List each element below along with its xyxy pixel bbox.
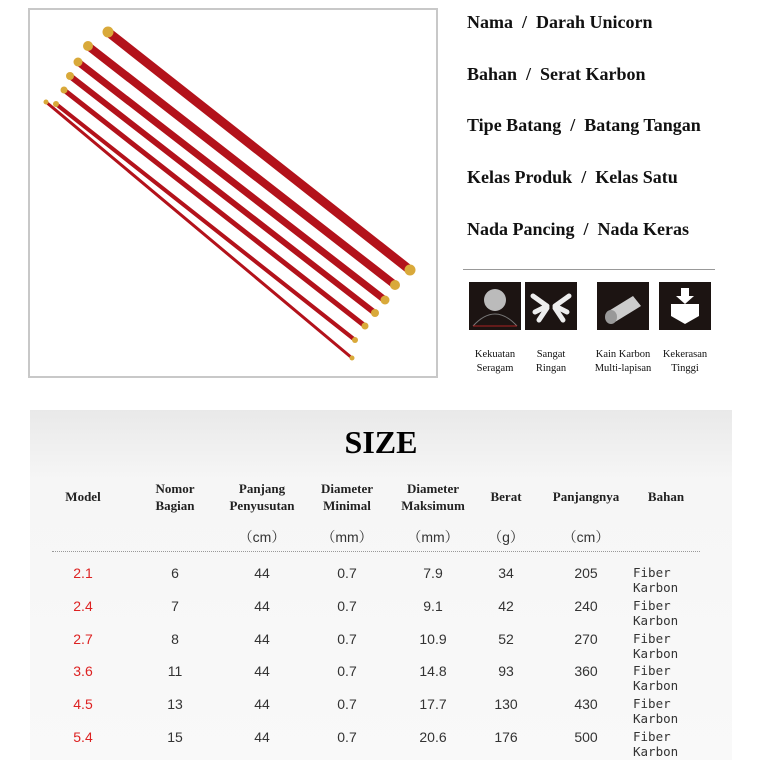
column-header: Diameter Maksimum [401,481,465,513]
spec-row: Kelas Produk / Kelas Satu [467,167,678,188]
column-header: Diameter Minimal [321,481,373,513]
column-unit: （g） [488,529,524,545]
rod-cap [74,58,83,67]
divider [463,269,715,270]
feature-item [652,282,718,376]
spec-label: Kelas Produk [467,167,573,188]
table-cell: 13 [167,696,183,713]
table-cell: 270 [574,630,598,647]
rod-cap [352,337,358,343]
table-cell: Fiber Karbon [633,597,679,628]
model-cell: 5.4 [73,729,93,745]
rod-cap [350,356,355,361]
spec-row: Nama / Darah Unicorn [467,12,653,32]
table-cell: 15 [167,729,183,745]
column-header: Berat [490,489,522,504]
table-cell: Fiber Karbon [633,729,679,759]
rod [70,76,375,313]
table-cell: 44 [254,630,270,647]
rod-cap [405,265,416,276]
rod [78,62,385,300]
table-cell: 0.7 [337,565,357,581]
model-cell: 2.1 [73,565,93,581]
table-cell: 0.7 [337,663,357,680]
table-cell: 6 [171,565,179,581]
feature-label: Kekerasan Tinggi [662,349,708,374]
column-header: Bahan [647,489,685,504]
spec-label: Nama [467,12,513,32]
column-header: Nomor Bagian [155,481,195,513]
rod-cap [53,101,59,107]
table-cell: 0.7 [337,597,357,614]
rod-cap [44,100,49,105]
column-unit: （mm） [407,529,459,545]
size-table [30,410,732,760]
spec-label: Bahan [467,63,518,84]
table-cell: 44 [254,663,270,680]
column-header: Panjang Penyusutan [229,481,295,513]
feature-label: Kain Karbon Multi-lapisan [594,349,652,374]
table-cell: 44 [254,597,270,614]
column-header: Model [65,489,101,504]
table-cell: 42 [498,597,514,614]
table-cell: 8 [171,630,179,647]
carbon-tube-icon [597,282,649,330]
column-unit: （cm） [238,529,286,545]
column-unit: （cm） [562,529,610,545]
table-cell: 205 [574,565,598,581]
spec-row: Bahan / Serat Karbon [467,63,646,84]
light-feather-icon [525,282,577,330]
spec-row: Nada Pancing / Nada Keras [467,218,690,239]
feature-label: Sangat Ringan [535,349,567,374]
rod-cap [390,280,400,290]
table-cell: 240 [574,597,598,614]
rod-cap [381,296,390,305]
rod-cap [362,323,369,330]
table-cell: 44 [254,565,270,581]
rod-cap [371,309,379,317]
feature-item [518,282,584,376]
table-cell: 500 [574,729,598,745]
feature-label: Kekuatan Seragam [474,349,516,374]
spec-value: Serat Karbon [540,63,646,84]
spec-value: Nada Keras [597,218,690,239]
rod-cap [83,41,93,51]
feature-item [590,282,656,376]
spec-row: Tipe Batang / Batang Tangan [467,115,701,136]
table-cell: Fiber Karbon [633,663,679,694]
table-cell: 0.7 [337,729,357,745]
table-cell: 130 [494,696,518,713]
rod-cap [61,87,68,94]
uniform-strength-icon [469,282,521,330]
table-cell: 52 [498,630,514,647]
model-cell: 3.6 [73,663,93,680]
rod-cap [103,27,114,38]
table-cell: 430 [574,696,598,713]
fishing-rods-image [30,10,436,376]
model-cell: 2.4 [73,597,93,614]
table-cell: Fiber Karbon [633,565,679,595]
table-cell: 14.8 [419,663,447,680]
table-cell: 44 [254,696,270,713]
table-cell: 11 [167,663,183,680]
rod [64,90,365,326]
table-cell: 0.7 [337,630,357,647]
table-cell: 20.6 [419,729,447,745]
hardness-press-icon [659,282,711,330]
table-cell: 44 [254,729,270,745]
rod [46,102,352,358]
spec-label: Tipe Batang [467,115,562,136]
table-cell: Fiber Karbon [633,696,679,727]
table-cell: 10.9 [419,630,447,647]
column-header: Panjangnya [552,489,620,504]
dotted-divider [52,551,700,552]
spec-label: Nada Pancing [467,218,575,239]
column-unit: （mm） [321,529,373,545]
product-photo [28,8,438,378]
table-cell: 9.1 [423,597,443,614]
table-cell: 93 [498,663,514,680]
table-cell: 176 [494,729,518,745]
table-cell: 0.7 [337,696,357,713]
table-cell: 7 [171,597,179,614]
spec-value: Kelas Satu [595,167,678,188]
table-cell: 360 [574,663,598,680]
model-cell: 2.7 [73,630,93,647]
size-title: SIZE [344,424,418,460]
model-cell: 4.5 [73,696,93,713]
spec-value: Darah Unicorn [536,12,653,32]
rod [108,32,410,270]
spec-value: Batang Tangan [584,115,701,136]
table-cell: Fiber Karbon [633,630,679,661]
table-cell: 17.7 [419,696,447,713]
rod-cap [66,72,74,80]
table-cell: 34 [498,565,514,581]
table-cell: 7.9 [423,565,443,581]
